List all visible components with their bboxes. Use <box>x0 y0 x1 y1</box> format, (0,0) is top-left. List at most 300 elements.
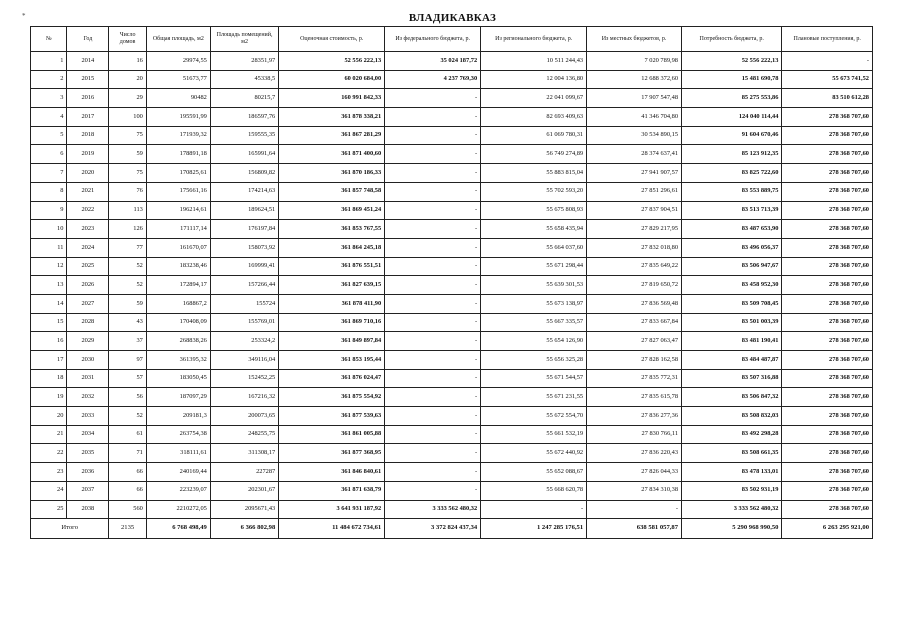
house-count-cell: 66 <box>109 463 147 482</box>
row-number-cell: 13 <box>31 276 67 295</box>
table-row <box>31 220 873 239</box>
premises-area-cell: 169999,41 <box>210 257 278 276</box>
regional-budget-cell: 55 639 301,53 <box>481 276 587 295</box>
premises-area-cell: 155724 <box>210 294 278 313</box>
premises-area-cell: 227287 <box>210 463 278 482</box>
estimated-cost-cell: 361 876 024,47 <box>279 369 385 388</box>
total-area-cell: 175661,16 <box>146 182 210 201</box>
budget-need-cell: 83 507 316,88 <box>682 369 782 388</box>
col-budget-need-header: Потребность бюджета, р. <box>682 27 782 52</box>
estimated-cost-cell: 361 869 451,24 <box>279 201 385 220</box>
estimated-cost-cell: 60 020 684,00 <box>279 70 385 89</box>
regional-budget-cell: 55 672 440,92 <box>481 444 587 463</box>
planned-receipts-cell: 278 368 707,60 <box>782 164 873 183</box>
table-row <box>31 444 873 463</box>
local-budget-cell: 27 836 277,36 <box>587 407 682 426</box>
house-count-cell: 100 <box>109 108 147 127</box>
total-federal-budget-cell: 3 372 824 437,34 <box>385 519 481 539</box>
regional-budget-cell: 55 652 088,67 <box>481 463 587 482</box>
budget-need-cell: 124 040 114,44 <box>682 108 782 127</box>
row-number-cell: 12 <box>31 257 67 276</box>
premises-area-cell: 28351,97 <box>210 52 278 71</box>
year-cell: 2036 <box>67 463 109 482</box>
estimated-cost-cell: 361 875 554,92 <box>279 388 385 407</box>
row-number-cell: 5 <box>31 126 67 145</box>
budget-need-cell: 83 458 952,30 <box>682 276 782 295</box>
planned-receipts-cell: 278 368 707,60 <box>782 257 873 276</box>
planned-receipts-cell: 278 368 707,60 <box>782 276 873 295</box>
house-count-cell: 75 <box>109 126 147 145</box>
col-planned-receipts-header: Плановые поступления, р. <box>782 27 873 52</box>
table-row <box>31 52 873 71</box>
federal-budget-cell: - <box>385 481 481 500</box>
house-count-cell: 57 <box>109 369 147 388</box>
planned-receipts-cell: 278 368 707,60 <box>782 108 873 127</box>
federal-budget-cell: - <box>385 126 481 145</box>
row-number-cell: 7 <box>31 164 67 183</box>
local-budget-cell: 7 020 789,98 <box>587 52 682 71</box>
year-cell: 2026 <box>67 276 109 295</box>
estimated-cost-cell: 361 878 338,21 <box>279 108 385 127</box>
table-row <box>31 407 873 426</box>
local-budget-cell: 27 829 217,95 <box>587 220 682 239</box>
federal-budget-cell: - <box>385 238 481 257</box>
estimated-cost-cell: 52 556 222,13 <box>279 52 385 71</box>
federal-budget-cell: 4 237 769,30 <box>385 70 481 89</box>
total-area-cell: 171117,14 <box>146 220 210 239</box>
planned-receipts-cell: 278 368 707,60 <box>782 238 873 257</box>
federal-budget-cell: - <box>385 369 481 388</box>
year-cell: 2037 <box>67 481 109 500</box>
local-budget-cell: 27 834 310,38 <box>587 481 682 500</box>
table-row <box>31 500 873 519</box>
regional-budget-cell: 55 661 532,19 <box>481 425 587 444</box>
budget-need-cell: 83 506 847,32 <box>682 388 782 407</box>
total-area-cell: 6 768 498,49 <box>146 519 210 539</box>
premises-area-cell: 202301,67 <box>210 481 278 500</box>
total-budget-need-cell: 5 290 968 990,50 <box>682 519 782 539</box>
federal-budget-cell: - <box>385 164 481 183</box>
year-cell: 2029 <box>67 332 109 351</box>
local-budget-cell: 17 907 547,48 <box>587 89 682 108</box>
total-area-cell: 195591,99 <box>146 108 210 127</box>
premises-area-cell: 152452,25 <box>210 369 278 388</box>
house-count-cell: 20 <box>109 70 147 89</box>
estimated-cost-cell: 361 853 767,55 <box>279 220 385 239</box>
planned-receipts-cell: 278 368 707,60 <box>782 145 873 164</box>
col-regional-budget-header: Из регионального бюджета, р. <box>481 27 587 52</box>
planned-receipts-cell: 278 368 707,60 <box>782 126 873 145</box>
table-row <box>31 425 873 444</box>
year-cell: 2030 <box>67 351 109 370</box>
row-number-cell: 22 <box>31 444 67 463</box>
estimated-cost-cell: 361 877 368,95 <box>279 444 385 463</box>
budget-need-cell: 83 478 133,01 <box>682 463 782 482</box>
col-estimated-cost-header: Оценочная стоимость, р. <box>279 27 385 52</box>
estimated-cost-cell: 361 871 400,60 <box>279 145 385 164</box>
regional-budget-cell: 55 671 231,55 <box>481 388 587 407</box>
premises-area-cell: 176197,84 <box>210 220 278 239</box>
year-cell: 2024 <box>67 238 109 257</box>
budget-need-cell: 83 502 931,19 <box>682 481 782 500</box>
row-number-cell: 14 <box>31 294 67 313</box>
estimated-cost-cell: 361 861 005,88 <box>279 425 385 444</box>
regional-budget-cell: 55 675 808,93 <box>481 201 587 220</box>
table-row <box>31 257 873 276</box>
col-number-header: № <box>31 27 67 52</box>
year-cell: 2028 <box>67 313 109 332</box>
year-cell: 2018 <box>67 126 109 145</box>
premises-area-cell: 174214,63 <box>210 182 278 201</box>
total-area-cell: 178891,18 <box>146 145 210 164</box>
house-count-cell: 56 <box>109 388 147 407</box>
federal-budget-cell: - <box>385 463 481 482</box>
house-count-cell: 52 <box>109 407 147 426</box>
table-row <box>31 201 873 220</box>
year-cell: 2022 <box>67 201 109 220</box>
total-area-cell: 170825,61 <box>146 164 210 183</box>
house-count-cell: 61 <box>109 425 147 444</box>
planned-receipts-cell: 278 368 707,60 <box>782 369 873 388</box>
total-area-cell: 318111,61 <box>146 444 210 463</box>
local-budget-cell: 27 835 649,22 <box>587 257 682 276</box>
regional-budget-cell: 10 511 244,43 <box>481 52 587 71</box>
row-number-cell: 18 <box>31 369 67 388</box>
federal-budget-cell: - <box>385 220 481 239</box>
table-row <box>31 369 873 388</box>
row-number-cell: 1 <box>31 52 67 71</box>
row-number-cell: 17 <box>31 351 67 370</box>
table-row <box>31 332 873 351</box>
row-number-cell: 24 <box>31 481 67 500</box>
row-number-cell: 6 <box>31 145 67 164</box>
house-count-cell: 66 <box>109 481 147 500</box>
house-count-cell: 113 <box>109 201 147 220</box>
premises-area-cell: 186597,76 <box>210 108 278 127</box>
planned-receipts-cell: 278 368 707,60 <box>782 332 873 351</box>
estimated-cost-cell: 3 641 931 187,92 <box>279 500 385 519</box>
regional-budget-cell: 55 656 325,28 <box>481 351 587 370</box>
premises-area-cell: 158073,92 <box>210 238 278 257</box>
row-number-cell: 9 <box>31 201 67 220</box>
regional-budget-cell: 55 671 544,57 <box>481 369 587 388</box>
table-row <box>31 276 873 295</box>
planned-receipts-cell: 278 368 707,60 <box>782 444 873 463</box>
year-cell: 2027 <box>67 294 109 313</box>
table-row <box>31 126 873 145</box>
total-area-cell: 187097,29 <box>146 388 210 407</box>
federal-budget-cell: - <box>385 351 481 370</box>
budget-need-cell: 15 481 690,78 <box>682 70 782 89</box>
year-cell: 2031 <box>67 369 109 388</box>
budget-need-cell: 83 553 889,75 <box>682 182 782 201</box>
budget-need-cell: 85 275 553,86 <box>682 89 782 108</box>
regional-budget-cell: 55 672 554,70 <box>481 407 587 426</box>
total-planned-receipts-cell: 6 263 295 921,00 <box>782 519 873 539</box>
table-row <box>31 351 873 370</box>
budget-need-cell: 83 492 298,28 <box>682 425 782 444</box>
budget-need-cell: 83 825 722,60 <box>682 164 782 183</box>
estimated-cost-cell: 361 853 195,44 <box>279 351 385 370</box>
house-count-cell: 75 <box>109 164 147 183</box>
table-row <box>31 481 873 500</box>
regional-budget-cell: 61 069 780,31 <box>481 126 587 145</box>
total-area-cell: 183050,45 <box>146 369 210 388</box>
year-cell: 2034 <box>67 425 109 444</box>
total-estimated-cost-cell: 11 484 672 734,61 <box>279 519 385 539</box>
col-houses-header: Число домов <box>109 27 147 52</box>
budget-need-cell: 83 496 056,37 <box>682 238 782 257</box>
house-count-cell: 59 <box>109 294 147 313</box>
regional-budget-cell: - <box>481 500 587 519</box>
row-number-cell: 8 <box>31 182 67 201</box>
budget-need-cell: 83 508 832,03 <box>682 407 782 426</box>
regional-budget-cell: 55 668 620,78 <box>481 481 587 500</box>
premises-area-cell: 189624,51 <box>210 201 278 220</box>
year-cell: 2017 <box>67 108 109 127</box>
federal-budget-cell: - <box>385 145 481 164</box>
total-area-cell: 361395,32 <box>146 351 210 370</box>
premises-area-cell: 80215,7 <box>210 89 278 108</box>
budget-need-cell: 83 508 661,35 <box>682 444 782 463</box>
local-budget-cell: 27 826 044,33 <box>587 463 682 482</box>
premises-area-cell: 200073,65 <box>210 407 278 426</box>
table-row <box>31 89 873 108</box>
row-number-cell: 2 <box>31 70 67 89</box>
row-number-cell: 15 <box>31 313 67 332</box>
premises-area-cell: 167216,32 <box>210 388 278 407</box>
col-year-header: Год <box>67 27 109 52</box>
estimated-cost-cell: 361 877 539,63 <box>279 407 385 426</box>
row-number-cell: 11 <box>31 238 67 257</box>
planned-receipts-cell: 278 368 707,60 <box>782 481 873 500</box>
estimated-cost-cell: 361 849 897,84 <box>279 332 385 351</box>
regional-budget-cell: 55 658 435,94 <box>481 220 587 239</box>
corner-mark: * <box>22 12 26 20</box>
local-budget-cell: 12 688 372,60 <box>587 70 682 89</box>
row-number-cell: 23 <box>31 463 67 482</box>
total-area-cell: 263754,38 <box>146 425 210 444</box>
table-header <box>31 27 873 52</box>
federal-budget-cell: - <box>385 313 481 332</box>
planned-receipts-cell: 278 368 707,60 <box>782 313 873 332</box>
local-budget-cell: 27 833 667,84 <box>587 313 682 332</box>
house-count-cell: 16 <box>109 52 147 71</box>
row-number-cell: 19 <box>31 388 67 407</box>
local-budget-cell: 27 835 615,78 <box>587 388 682 407</box>
federal-budget-cell: - <box>385 108 481 127</box>
premises-area-cell: 156809,82 <box>210 164 278 183</box>
table-body <box>31 52 873 539</box>
federal-budget-cell: - <box>385 388 481 407</box>
estimated-cost-cell: 160 991 842,33 <box>279 89 385 108</box>
table-row <box>31 294 873 313</box>
premises-area-cell: 155769,01 <box>210 313 278 332</box>
year-cell: 2021 <box>67 182 109 201</box>
local-budget-cell: 30 534 890,15 <box>587 126 682 145</box>
year-cell: 2033 <box>67 407 109 426</box>
estimated-cost-cell: 361 846 840,61 <box>279 463 385 482</box>
row-number-cell: 25 <box>31 500 67 519</box>
budget-need-cell: 83 513 713,39 <box>682 201 782 220</box>
premises-area-cell: 253324,2 <box>210 332 278 351</box>
year-cell: 2016 <box>67 89 109 108</box>
federal-budget-cell: - <box>385 407 481 426</box>
budget-need-cell: 83 481 190,41 <box>682 332 782 351</box>
house-count-cell: 52 <box>109 276 147 295</box>
year-cell: 2025 <box>67 257 109 276</box>
house-count-cell: 97 <box>109 351 147 370</box>
federal-budget-cell: - <box>385 89 481 108</box>
year-cell: 2038 <box>67 500 109 519</box>
planned-receipts-cell: 278 368 707,60 <box>782 407 873 426</box>
house-count-cell: 52 <box>109 257 147 276</box>
budget-need-cell: 83 509 708,45 <box>682 294 782 313</box>
total-area-cell: 223239,07 <box>146 481 210 500</box>
premises-area-cell: 349116,04 <box>210 351 278 370</box>
regional-budget-cell: 55 667 335,57 <box>481 313 587 332</box>
col-federal-budget-header: Из федерального бюджета, р. <box>385 27 481 52</box>
year-cell: 2023 <box>67 220 109 239</box>
total-area-cell: 161670,07 <box>146 238 210 257</box>
local-budget-cell: 41 346 704,80 <box>587 108 682 127</box>
federal-budget-cell: - <box>385 182 481 201</box>
premises-area-cell: 165991,64 <box>210 145 278 164</box>
total-houses-cell: 2135 <box>109 519 147 539</box>
budget-need-cell: 85 123 912,35 <box>682 145 782 164</box>
house-count-cell: 59 <box>109 145 147 164</box>
premises-area-cell: 159555,35 <box>210 126 278 145</box>
premises-area-cell: 2095671,43 <box>210 500 278 519</box>
house-count-cell: 77 <box>109 238 147 257</box>
estimated-cost-cell: 361 867 281,29 <box>279 126 385 145</box>
regional-budget-cell: 55 883 815,04 <box>481 164 587 183</box>
table-row <box>31 182 873 201</box>
year-cell: 2035 <box>67 444 109 463</box>
local-budget-cell: 28 374 637,41 <box>587 145 682 164</box>
local-budget-cell: 27 828 162,58 <box>587 351 682 370</box>
regional-budget-cell: 56 749 274,89 <box>481 145 587 164</box>
table-row <box>31 164 873 183</box>
estimated-cost-cell: 361 876 551,51 <box>279 257 385 276</box>
total-area-cell: 209181,3 <box>146 407 210 426</box>
local-budget-cell: 27 837 904,51 <box>587 201 682 220</box>
premises-area-cell: 45338,5 <box>210 70 278 89</box>
table-row <box>31 238 873 257</box>
budget-need-cell: 83 487 653,90 <box>682 220 782 239</box>
planned-receipts-cell: 278 368 707,60 <box>782 351 873 370</box>
year-cell: 2014 <box>67 52 109 71</box>
total-area-cell: 183238,46 <box>146 257 210 276</box>
premises-area-cell: 157266,44 <box>210 276 278 295</box>
row-number-cell: 16 <box>31 332 67 351</box>
budget-need-cell: 52 556 222,13 <box>682 52 782 71</box>
estimated-cost-cell: 361 864 245,18 <box>279 238 385 257</box>
estimated-cost-cell: 361 827 639,15 <box>279 276 385 295</box>
federal-budget-cell: - <box>385 294 481 313</box>
regional-budget-cell: 55 671 298,44 <box>481 257 587 276</box>
page-title: ВЛАДИКАВКАЗ <box>408 12 497 24</box>
local-budget-cell: 27 836 220,43 <box>587 444 682 463</box>
local-budget-cell: 27 827 063,47 <box>587 332 682 351</box>
local-budget-cell: - <box>587 500 682 519</box>
total-area-cell: 170408,09 <box>146 313 210 332</box>
planned-receipts-cell: 278 368 707,60 <box>782 294 873 313</box>
col-local-budget-header: Из местных бюджетов, р. <box>587 27 682 52</box>
table-row <box>31 313 873 332</box>
total-area-cell: 29974,55 <box>146 52 210 71</box>
planned-receipts-cell: 278 368 707,60 <box>782 500 873 519</box>
estimated-cost-cell: 361 869 710,16 <box>279 313 385 332</box>
regional-budget-cell: 55 702 593,20 <box>481 182 587 201</box>
total-area-cell: 268838,26 <box>146 332 210 351</box>
row-number-cell: 21 <box>31 425 67 444</box>
planned-receipts-cell: 278 368 707,60 <box>782 182 873 201</box>
planned-receipts-cell: 278 368 707,60 <box>782 388 873 407</box>
estimated-cost-cell: 361 871 638,79 <box>279 481 385 500</box>
budget-table <box>30 26 873 539</box>
year-cell: 2019 <box>67 145 109 164</box>
planned-receipts-cell: 278 368 707,60 <box>782 201 873 220</box>
total-row <box>31 519 873 539</box>
total-area-cell: 196214,61 <box>146 201 210 220</box>
local-budget-cell: 27 941 907,57 <box>587 164 682 183</box>
premises-area-cell: 311308,17 <box>210 444 278 463</box>
local-budget-cell: 27 836 569,48 <box>587 294 682 313</box>
federal-budget-cell: - <box>385 257 481 276</box>
regional-budget-cell: 22 041 099,67 <box>481 89 587 108</box>
premises-area-cell: 248255,75 <box>210 425 278 444</box>
local-budget-cell: 27 851 296,61 <box>587 182 682 201</box>
total-area-cell: 172894,17 <box>146 276 210 295</box>
planned-receipts-cell: 83 510 612,28 <box>782 89 873 108</box>
total-area-cell: 90482 <box>146 89 210 108</box>
table-row <box>31 70 873 89</box>
local-budget-cell: 27 830 766,11 <box>587 425 682 444</box>
table-row <box>31 108 873 127</box>
budget-need-cell: 3 333 562 480,32 <box>682 500 782 519</box>
table-row <box>31 463 873 482</box>
planned-receipts-cell: 278 368 707,60 <box>782 425 873 444</box>
year-cell: 2032 <box>67 388 109 407</box>
total-local-budget-cell: 638 581 057,87 <box>587 519 682 539</box>
budget-need-cell: 83 484 487,87 <box>682 351 782 370</box>
planned-receipts-cell: 278 368 707,60 <box>782 220 873 239</box>
budget-need-cell: 83 501 003,39 <box>682 313 782 332</box>
regional-budget-cell: 82 693 409,63 <box>481 108 587 127</box>
federal-budget-cell: 35 024 187,72 <box>385 52 481 71</box>
local-budget-cell: 27 819 650,72 <box>587 276 682 295</box>
table-row <box>31 145 873 164</box>
regional-budget-cell: 55 654 126,90 <box>481 332 587 351</box>
federal-budget-cell: - <box>385 425 481 444</box>
total-area-cell: 2210272,05 <box>146 500 210 519</box>
federal-budget-cell: - <box>385 332 481 351</box>
local-budget-cell: 27 835 772,31 <box>587 369 682 388</box>
year-cell: 2015 <box>67 70 109 89</box>
total-premises-area-cell: 6 366 802,98 <box>210 519 278 539</box>
house-count-cell: 37 <box>109 332 147 351</box>
total-area-cell: 168867,2 <box>146 294 210 313</box>
col-total-area-header: Общая площадь, м2 <box>146 27 210 52</box>
col-premises-area-header: Площадь помещений, м2 <box>210 27 278 52</box>
regional-budget-cell: 55 664 037,60 <box>481 238 587 257</box>
federal-budget-cell: 3 333 562 480,32 <box>385 500 481 519</box>
row-number-cell: 4 <box>31 108 67 127</box>
house-count-cell: 76 <box>109 182 147 201</box>
planned-receipts-cell: 55 673 741,52 <box>782 70 873 89</box>
total-area-cell: 240169,44 <box>146 463 210 482</box>
